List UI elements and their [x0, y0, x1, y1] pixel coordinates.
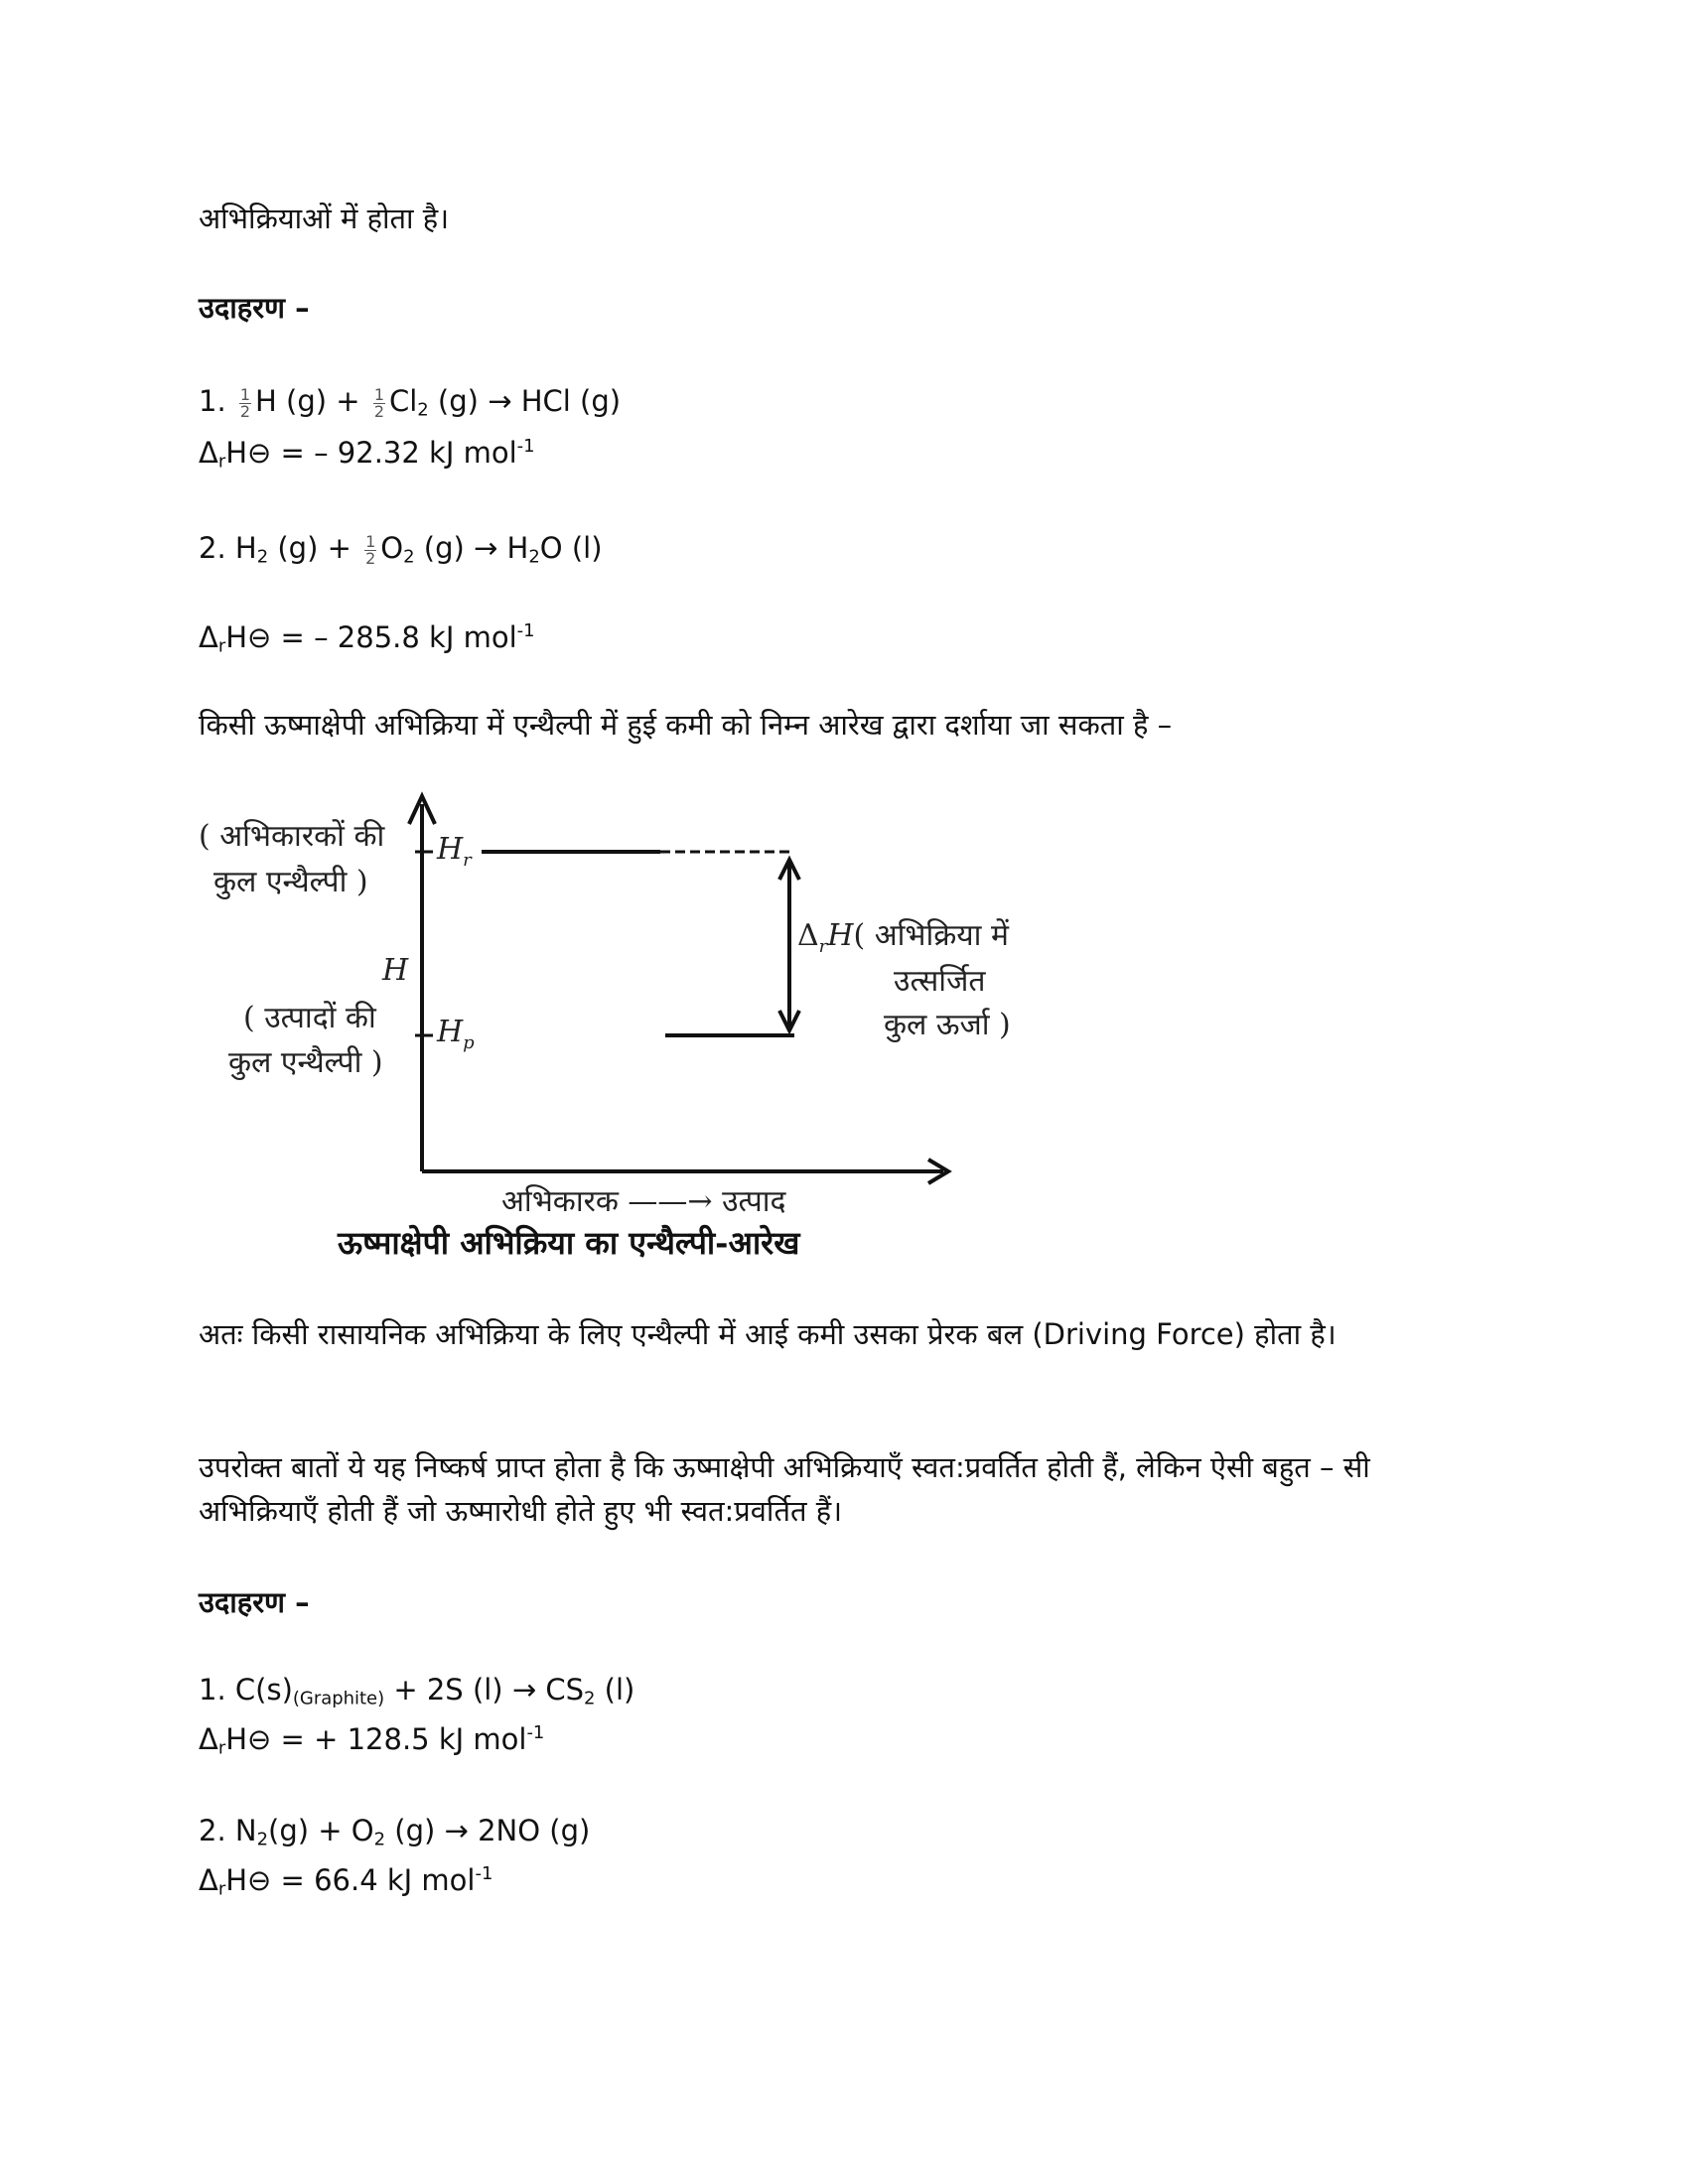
delta-symbol: Δ — [199, 619, 218, 654]
enthalpy-text: H⊖ = + 128.5 kJ mol — [225, 1721, 527, 1756]
equation-number: 2. — [199, 1814, 226, 1847]
diagram-caption: ऊष्माक्षेपी अभिक्रिया का एन्थैल्पी-आरेख — [338, 1224, 800, 1262]
subscript: (Graphite) — [292, 1688, 385, 1709]
conclusion-paragraph: उपरोक्त बातों ये यह निष्कर्ष प्राप्त होता है कि ऊष्माक्षेपी अभिक्रियाएँ स्वत:प्रवर्तित होती हैं, लेकिन ऐसी बहुत – सी अभिक्रियाएँ होती हैं जो ऊष्मारोधी होते हुए भी स्वत:प्रवर्तित हैं। — [199, 1450, 1370, 1528]
subscript: 2 — [403, 546, 415, 568]
subscript: 2 — [417, 399, 429, 421]
hr-label: $H_r$ — [437, 832, 472, 871]
products-enthalpy-label-1: ( उत्पादों की — [243, 1001, 376, 1035]
fraction-half: $\frac{1}{2}$ — [373, 384, 384, 421]
equation-part: H (g) + — [255, 384, 360, 418]
subscript: r — [217, 1737, 226, 1759]
enthalpy-value-4 — [199, 1852, 492, 1911]
subscript: 2 — [528, 546, 540, 568]
subscript: 2 — [373, 1829, 386, 1850]
superscript: -1 — [516, 436, 535, 457]
equation-part: (g) → H — [414, 531, 529, 565]
equation-2 — [199, 526, 603, 579]
subscript: r — [217, 451, 226, 473]
enthalpy-diagram — [199, 784, 1092, 1271]
equation-part: O (l) — [539, 531, 603, 565]
enthalpy-text: H⊖ = – 285.8 kJ mol — [225, 619, 517, 654]
subscript: 2 — [256, 1829, 269, 1850]
delta-symbol: Δ — [199, 1862, 218, 1897]
equation-part: + 2S (l) → CS — [384, 1673, 585, 1706]
diagram-intro-text: किसी ऊष्माक्षेपी अभिक्रिया में एन्थैल्पी में हुई कमी को निम्न आरेख द्वारा दर्शाया जा सकता है – — [199, 708, 1173, 742]
delta-h-label: $\Delta_rH$( अभिक्रिया में — [797, 918, 1009, 957]
equation-part: C(s) — [234, 1673, 293, 1706]
enthalpy-text: H⊖ = – 92.32 kJ mol — [225, 435, 517, 470]
enthalpy-value-3 — [199, 1711, 544, 1770]
equation-part: (l) — [595, 1673, 635, 1706]
equation-part: Cl — [388, 384, 418, 418]
subscript: r — [217, 1878, 226, 1900]
equation-part: (g) + O — [268, 1814, 374, 1847]
energy-released-label-2: उत्सर्जित — [894, 964, 986, 999]
driving-force-paragraph: अतः किसी रासायनिक अभिक्रिया के लिए एन्थैल्पी में आई कमी उसका प्रेरक बल (Driving Force) होता है। — [199, 1317, 1336, 1351]
enthalpy-text: H⊖ = 66.4 kJ mol — [225, 1862, 476, 1897]
superscript: -1 — [516, 620, 535, 641]
enthalpy-value-1 — [199, 425, 535, 483]
equation-part: N — [234, 1814, 257, 1847]
equation-number: 1. — [199, 1673, 226, 1706]
products-enthalpy-label-2: कुल एन्थैल्पी ) — [228, 1045, 383, 1080]
intro-text: अभिक्रियाओं में होता है। — [199, 202, 450, 235]
fraction-half: $\frac{1}{2}$ — [365, 531, 376, 568]
y-axis-label: H — [382, 953, 409, 988]
enthalpy-value-2 — [199, 610, 535, 668]
subscript: 2 — [584, 1688, 596, 1709]
subscript: 2 — [256, 546, 269, 568]
fraction-half: $\frac{1}{2}$ — [239, 384, 251, 421]
equation-part: (g) + — [268, 531, 352, 565]
equation-part: O — [380, 531, 404, 565]
examples-heading-2: उदाहरण – — [199, 1585, 310, 1619]
subscript: r — [217, 635, 226, 657]
superscript: -1 — [526, 1722, 545, 1743]
reactants-enthalpy-label-2: कुल एन्थैल्पी ) — [213, 865, 368, 899]
energy-released-label-3: कुल ऊर्जा ) — [884, 1008, 1011, 1042]
equation-number: 2. — [199, 531, 226, 565]
delta-symbol: Δ — [199, 435, 218, 470]
delta-symbol: Δ — [199, 1721, 218, 1756]
equation-part: H — [234, 531, 257, 565]
equation-part: (g) → HCl (g) — [428, 384, 622, 418]
superscript: -1 — [475, 1863, 493, 1884]
reactants-enthalpy-label-1: ( अभिकारकों की — [199, 819, 385, 854]
equation-number: 1. — [199, 384, 226, 418]
examples-heading-1: उदाहरण – — [199, 291, 310, 325]
equation-part: (g) → 2NO (g) — [385, 1814, 591, 1847]
x-axis-label: अभिकारक ——→ उत्पाद — [501, 1184, 786, 1219]
hp-label: $H_p$ — [437, 1015, 475, 1053]
